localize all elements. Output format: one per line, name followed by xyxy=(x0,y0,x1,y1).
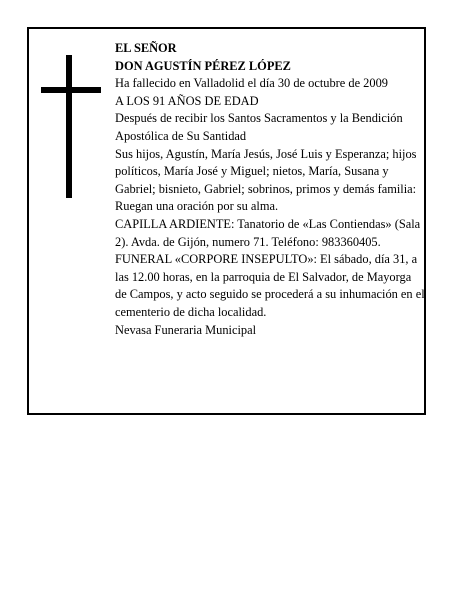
notice-text xyxy=(115,40,425,339)
family-list: Sus hijos, Agustín, María Jesús, José Luis y Esperanza; hijos políticos, María José y Miguel; nietos, María, Susana y Gabriel; bisnieto, Gabriel; sobrinos, primos y demás familia: xyxy=(115,146,417,196)
notice-heading: EL SEÑOR xyxy=(115,41,177,55)
death-announcement: Ha fallecido en Valladolid el día 30 de octubre de 2009 xyxy=(115,76,388,91)
obituary-notice xyxy=(27,27,426,415)
funeral-info: FUNERAL «CORPORE INSEPULTO»: El sábado, día 31, a las 12.00 horas, en la parroquia de El Salvador, de Mayorga de Campos, y acto seguido se procederá a su inhumación en el cementerio de dicha localidad. xyxy=(115,252,425,319)
cross-icon xyxy=(41,55,101,198)
age-line: A LOS 91 AÑOS DE EDAD xyxy=(115,93,259,108)
sacraments-line: Después de recibir los Santos Sacramentos y la Bendición Apostólica de Su Santidad xyxy=(115,111,403,143)
cross-vertical-bar xyxy=(66,55,72,198)
prayer-request: Ruegan una oración por su alma. xyxy=(115,199,279,214)
chapel-info: CAPILLA ARDIENTE: Tanatorio de «Las Contiendas» (Sala 2). Avda. de Gijón, numero 71. Teléfono: 983360405. xyxy=(115,216,421,249)
cross-horizontal-bar xyxy=(41,87,101,93)
funeral-home: Nevasa Funeraria Municipal xyxy=(115,322,257,337)
deceased-name: DON AGUSTÍN PÉREZ LÓPEZ xyxy=(115,58,291,73)
